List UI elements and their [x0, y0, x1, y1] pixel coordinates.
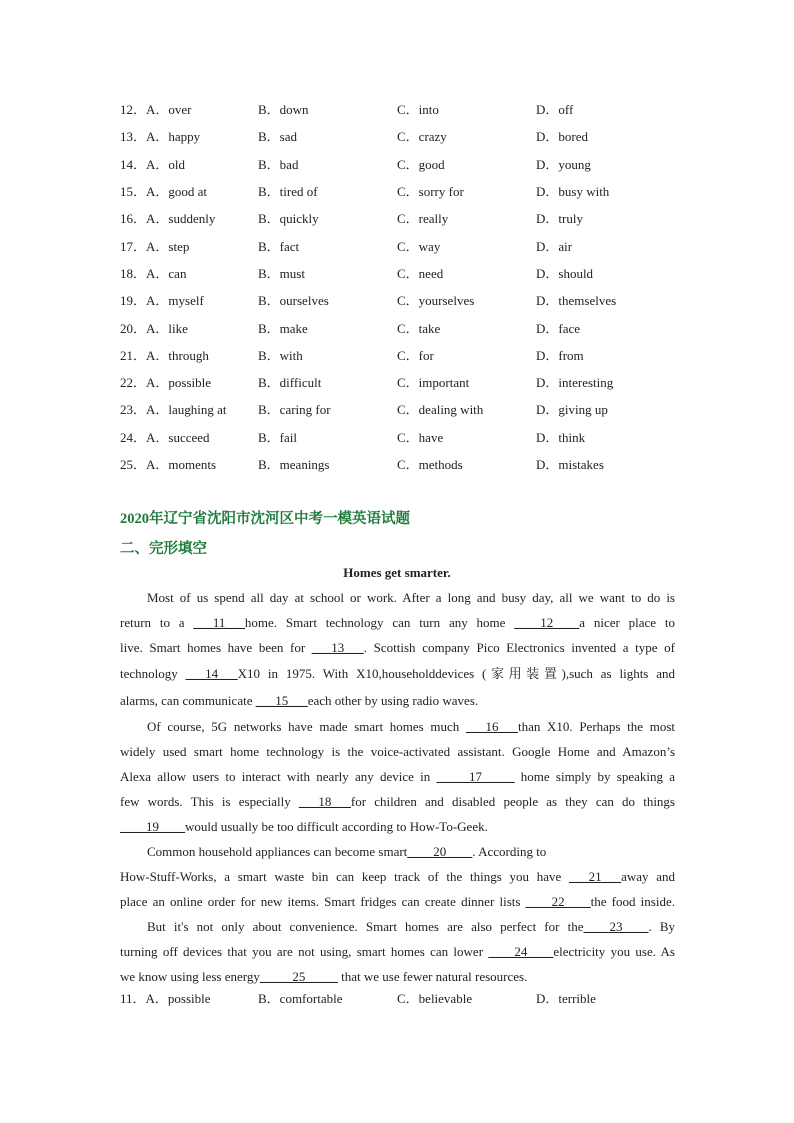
question-row-22 — [120, 368, 636, 395]
option-c: C．believable — [397, 991, 473, 1007]
passage-line: we know using less energy_____25_____ that we use fewer natural resources. — [120, 969, 528, 984]
question-row-20 — [120, 313, 636, 340]
option-c: C．really — [397, 211, 449, 227]
question-row-12 — [120, 95, 636, 122]
question-number: 17． — [120, 238, 147, 254]
option-b: B．meanings — [258, 457, 330, 472]
option-a: A．possible — [145, 991, 211, 1007]
passage-line: few words. This is especially ___18___for children and disabled people as they can do things — [120, 794, 675, 809]
passage-line: Most of us spend all day at school or work. After a long and busy day, all we want to do is — [147, 590, 675, 605]
option-d: D．busy with — [536, 184, 610, 200]
question-number: 15． — [120, 184, 147, 200]
question-row-23 — [120, 395, 636, 422]
option-c: C．crazy — [397, 129, 447, 145]
question-number: 20． — [120, 320, 147, 336]
option-b: B．sad — [258, 129, 298, 145]
option-d: D．themselves — [536, 293, 617, 309]
passage-line: But it's not only about convenience. Smart homes are also perfect for the____23____. By — [147, 919, 675, 934]
option-d: D．bored — [536, 129, 588, 145]
option-b: B．fact — [258, 238, 300, 254]
option-b: B．tired of — [258, 184, 318, 200]
option-c: C．have — [397, 429, 444, 445]
question-row-24 — [120, 423, 636, 450]
option-c: C．take — [397, 320, 441, 336]
option-a: A．step — [146, 238, 190, 254]
passage-line: return to a ___11___home. Smart technology can turn any home ____12____a nicer place to — [120, 615, 675, 630]
option-d: D．from — [536, 347, 584, 363]
option-b: B．must — [258, 265, 305, 281]
passage-line: ____19____would usually be too difficult according to How-To-Geek. — [120, 819, 488, 834]
question-number: 14． — [120, 156, 147, 172]
option-b: B．fail — [258, 429, 297, 445]
option-c: C．dealing with — [397, 402, 484, 418]
option-d: D．terrible — [536, 991, 596, 1007]
passage-title: Homes get smarter. — [343, 565, 451, 580]
option-c: C．into — [397, 102, 439, 118]
option-b: B．make — [258, 320, 308, 336]
option-a: A．possible — [146, 375, 212, 391]
question-row-13 — [120, 122, 636, 149]
option-c: C．sorry for — [397, 184, 464, 200]
question-row-11 — [120, 984, 636, 1011]
blank-25: _____25_____ — [259, 969, 338, 984]
passage-line: alarms, can communicate ___15___each other by using radio waves. — [120, 693, 479, 708]
option-d: D．off — [536, 102, 574, 118]
option-a: A．succeed — [146, 429, 210, 445]
option-a: A．through — [146, 347, 209, 363]
option-d: D．interesting — [536, 375, 614, 391]
option-d: D．think — [536, 429, 586, 445]
option-a: A．over — [146, 102, 192, 118]
passage-line: Of course, 5G networks have made smart homes much ___16___than X10. Perhaps the most — [147, 719, 676, 734]
blank-13: ___13___ — [311, 640, 364, 655]
option-d: D．air — [536, 238, 573, 254]
question-number: 25． — [120, 457, 147, 472]
option-c: C．yourselves — [397, 293, 475, 309]
question-number: 19． — [120, 293, 147, 309]
option-d: D．young — [536, 156, 591, 172]
question-row-19 — [120, 286, 636, 313]
option-d: D．mistakes — [536, 457, 604, 472]
option-d: D．should — [536, 265, 594, 281]
option-b: B．quickly — [258, 211, 319, 227]
option-c: C．good — [397, 156, 445, 172]
passage-line: technology ___14___X10 in 1975. With X10,householddevices (家用装置),such as lights and — [120, 666, 676, 681]
option-d: D．truly — [536, 211, 583, 227]
section-title: 二、完形填空 — [120, 541, 207, 557]
blank-11: ___11___ — [193, 615, 245, 630]
option-a: A．old — [146, 156, 186, 172]
question-number: 12． — [120, 102, 147, 118]
blank-18: ___18___ — [298, 794, 351, 809]
option-b: B．bad — [258, 156, 299, 172]
blank-17: _____17_____ — [436, 769, 515, 784]
option-b: B．down — [258, 102, 309, 118]
option-a: A．laughing at — [146, 402, 227, 418]
question-number: 18． — [120, 265, 147, 281]
option-c: C．important — [397, 375, 470, 391]
question-number: 23． — [120, 402, 147, 418]
blank-14: ___14___ — [185, 666, 238, 681]
passage-line: Common household appliances can become smart____20____. According to — [147, 844, 547, 859]
question-number: 21． — [120, 347, 147, 363]
blank-22: ____22____ — [525, 894, 591, 909]
option-b: B．caring for — [258, 402, 331, 418]
question-number: 22． — [120, 375, 147, 391]
blank-24: ____24____ — [488, 944, 554, 959]
blank-15: ___15___ — [255, 693, 308, 708]
passage-line: How-Stuff-Works, a smart waste bin can keep track of the things you have ___21___away and — [120, 869, 675, 884]
option-d: D．giving up — [536, 402, 608, 418]
passage-line: live. Smart homes have been for ___13___. Scottish company Pico Electronics invented a type of — [120, 640, 675, 655]
question-row-18 — [120, 259, 636, 286]
passage — [120, 585, 675, 989]
question-number: 24． — [120, 429, 147, 445]
blank-20: ____20____ — [407, 844, 473, 859]
question-row-14 — [120, 150, 636, 177]
question-row-21 — [120, 341, 636, 368]
passage-line: turning off devices that you are not using, smart homes can lower ____24____electricity you use. As — [120, 944, 675, 959]
option-a: A．can — [146, 265, 187, 281]
option-b: B．difficult — [258, 375, 322, 391]
option-c: C．for — [397, 347, 434, 363]
question-number: 16． — [120, 211, 147, 227]
question-number: 11． — [120, 991, 146, 1007]
blank-19: ____19____ — [120, 819, 185, 834]
question-row-17 — [120, 231, 636, 258]
blank-23: ____23____ — [583, 919, 649, 934]
option-a: A．moments — [146, 457, 217, 472]
passage-line: place an online order for new items. Smart fridges can create dinner lists ____22____the food inside. — [120, 894, 675, 909]
blank-12: ____12____ — [514, 615, 580, 630]
option-d: D．face — [536, 320, 581, 336]
question-row-15 — [120, 177, 636, 204]
blank-21: ___21___ — [569, 869, 622, 884]
options-table — [120, 95, 636, 477]
option-a: A．like — [146, 320, 188, 336]
passage-line: Alexa allow users to interact with nearly any device in _____17_____ home simply by speaking a — [120, 769, 675, 784]
question-number: 13． — [120, 129, 147, 145]
option-b: B．ourselves — [258, 293, 329, 309]
option-a: A．myself — [146, 293, 204, 309]
option-b: B．comfortable — [258, 991, 343, 1007]
option-b: B．with — [258, 347, 303, 363]
question-row-25 — [120, 450, 636, 477]
option-c: C．way — [397, 238, 441, 254]
option-a: A．suddenly — [146, 211, 216, 227]
option-c: C．need — [397, 265, 444, 281]
option-a: A．good at — [146, 184, 208, 200]
question-row-16 — [120, 204, 636, 231]
option-c: C．methods — [397, 457, 463, 472]
passage-line: widely used smart home technology is the voice-activated assistant. Google Home and Amazon’s — [120, 744, 675, 759]
option-a: A．happy — [146, 129, 201, 145]
blank-16: ___16___ — [465, 719, 518, 734]
exam-title: 2020年辽宁省沈阳市沈河区中考一模英语试题 — [120, 511, 410, 527]
